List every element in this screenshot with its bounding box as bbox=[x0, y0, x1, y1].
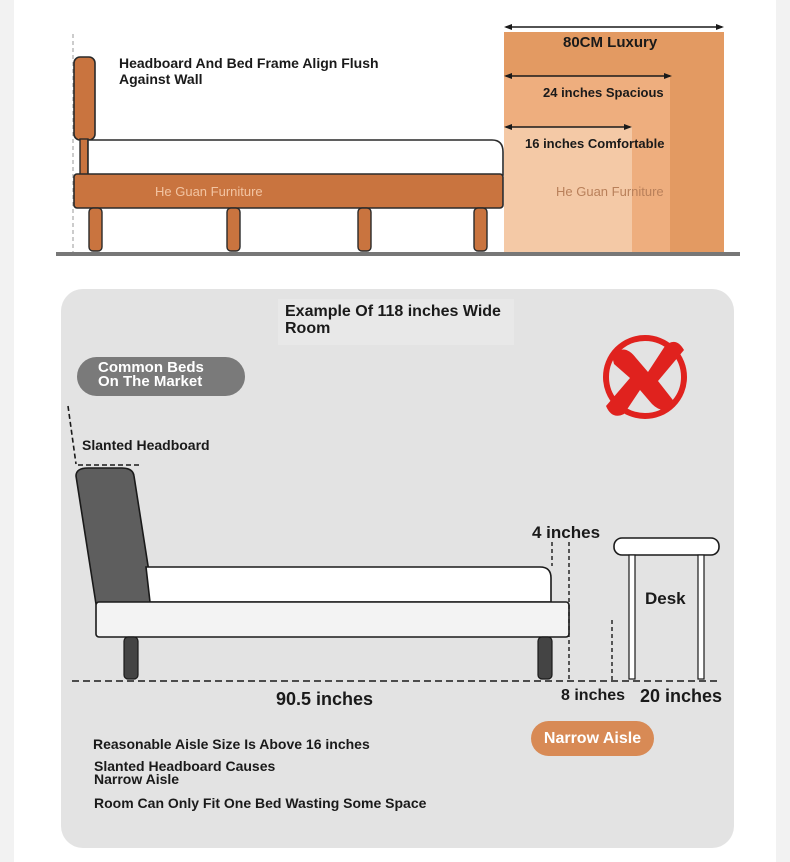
cross-icon bbox=[606, 338, 684, 416]
room-title-line2: Room bbox=[285, 320, 331, 337]
width-24-label: 24 inches Spacious bbox=[543, 85, 664, 100]
headboard-post bbox=[80, 139, 88, 175]
slanted-mattress bbox=[146, 567, 551, 602]
slanted-bed-frame bbox=[96, 602, 569, 637]
desk-top bbox=[614, 538, 719, 555]
room-title-line1: Example Of 118 inches Wide bbox=[285, 303, 501, 320]
brand-watermark-aisle: He Guan Furniture bbox=[556, 184, 664, 199]
flush-label-line2: Against Wall bbox=[119, 71, 203, 87]
common-beds-line1: Common Beds bbox=[98, 359, 204, 376]
note-reasonable-aisle: Reasonable Aisle Size Is Above 16 inches bbox=[93, 736, 370, 752]
bed-frame bbox=[74, 174, 503, 208]
desk-leg bbox=[629, 555, 635, 679]
note-slanted-causes bbox=[94, 760, 275, 786]
narrow-aisle-pill: Narrow Aisle bbox=[531, 721, 654, 756]
slant-guide-line bbox=[68, 406, 76, 464]
slanted-headboard-label: Slanted Headboard bbox=[82, 437, 210, 453]
slanted-bed-diagram bbox=[0, 280, 790, 720]
bed-length-label: 90.5 inches bbox=[276, 689, 374, 709]
bed-leg bbox=[89, 208, 102, 251]
brand-watermark-bed: He Guan Furniture bbox=[155, 184, 263, 199]
flush-bed-diagram bbox=[0, 0, 790, 280]
common-beds-line2: On The Market bbox=[98, 373, 203, 390]
floor-line bbox=[56, 252, 740, 256]
width-80-label: 80CM Luxury bbox=[563, 34, 658, 51]
flush-label-line1: Headboard And Bed Frame Align Flush bbox=[119, 55, 379, 71]
slanted-headboard bbox=[76, 468, 154, 604]
slanted-bed-leg bbox=[538, 637, 552, 679]
bed-leg bbox=[474, 208, 487, 251]
flush-label bbox=[119, 55, 419, 87]
gap-label: 4 inches bbox=[532, 523, 601, 542]
desk-width-label: 20 inches bbox=[640, 686, 723, 706]
slanted-bed-leg bbox=[124, 637, 138, 679]
desk-leg bbox=[698, 555, 704, 679]
width-16-label: 16 inches Comfortable bbox=[525, 136, 665, 151]
aisle-width-label: 8 inches bbox=[561, 687, 626, 704]
desk-label: Desk bbox=[645, 589, 686, 608]
headboard bbox=[74, 57, 95, 140]
note-slanted-line1: Slanted Headboard Causes bbox=[94, 758, 276, 774]
mattress bbox=[88, 140, 503, 175]
note-one-bed: Room Can Only Fit One Bed Wasting Some Space bbox=[94, 795, 427, 811]
note-slanted-line2: Narrow Aisle bbox=[94, 771, 180, 787]
bed-leg bbox=[358, 208, 371, 251]
bed-leg bbox=[227, 208, 240, 251]
